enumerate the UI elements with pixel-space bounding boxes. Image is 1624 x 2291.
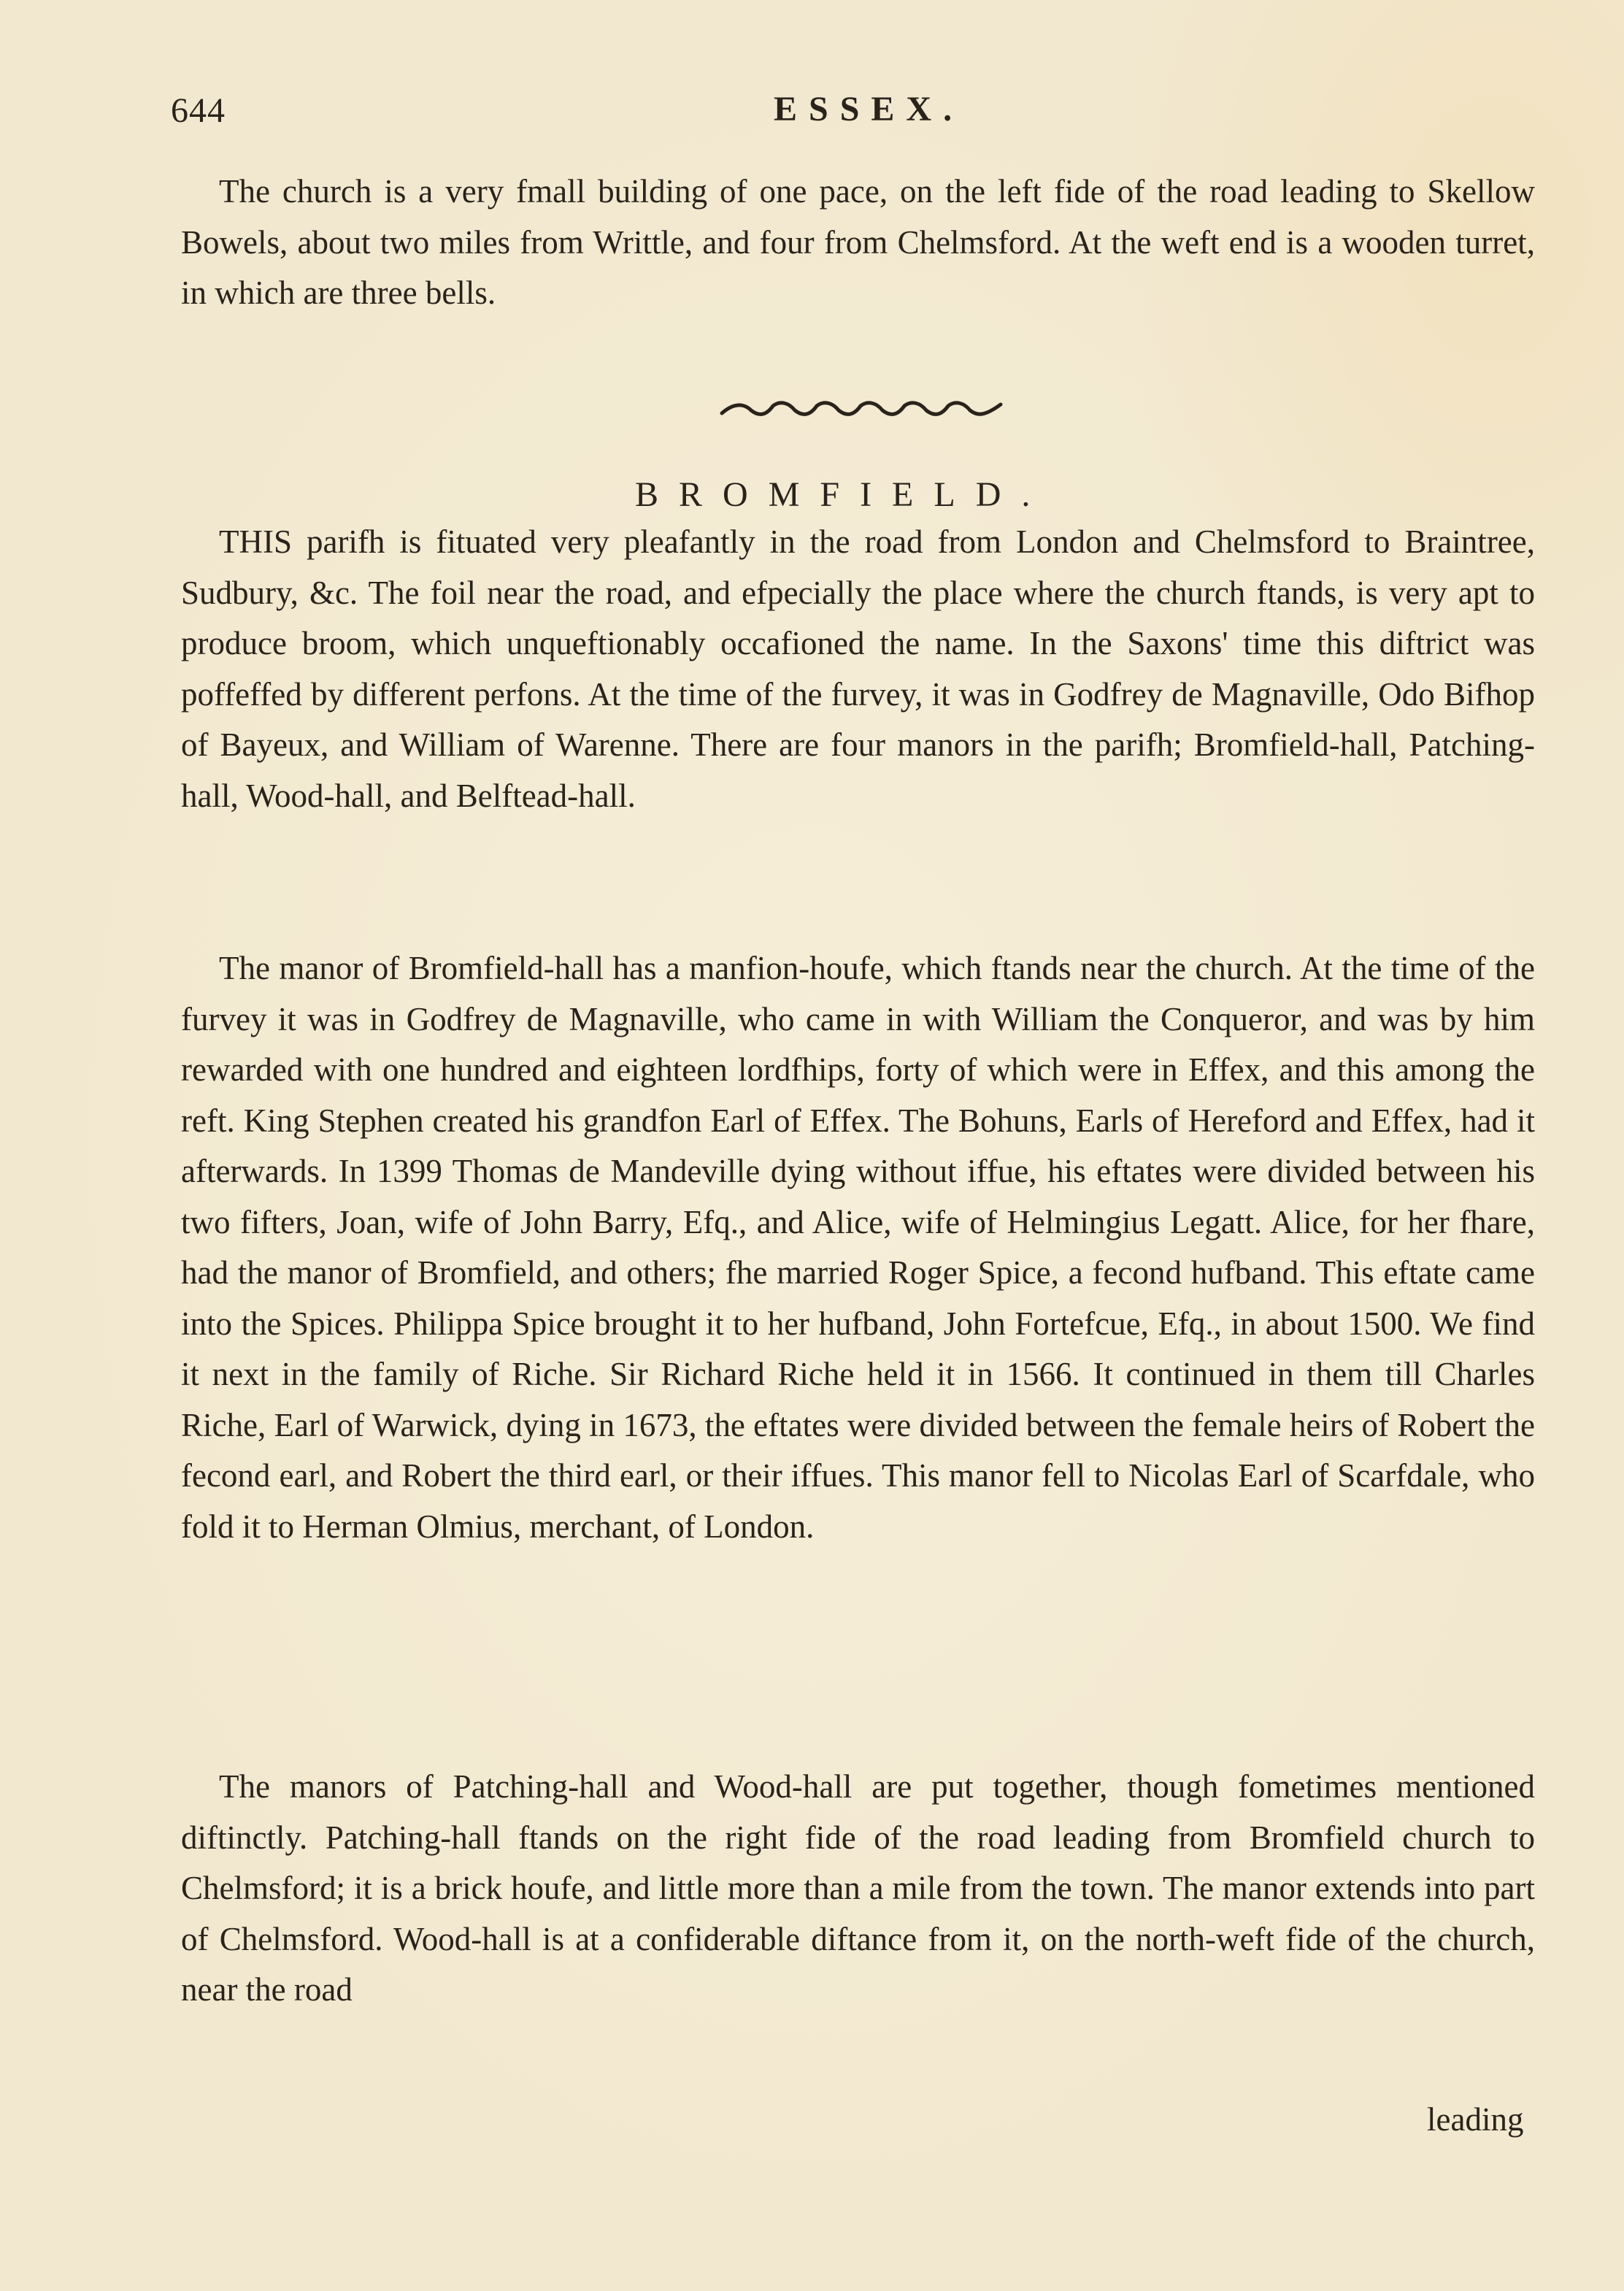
section-title: BROMFIELD. (635, 475, 1051, 514)
page-number: 644 (171, 91, 226, 130)
paragraph-bromfield-hall: The manor of Bromfield-hall has a manfion-houfe, which ftands near the church. At the time of the furvey it was in Godfrey de Magnaville, who came in with William the Conqueror, and was by him rewarded with one hundred and eighteen lordfhips, forty of which were in Effex, and this among the reft. King Stephen created his grandfon Earl of Effex. The Bohuns, Earls of Hereford and Effex, had it afterwards. In 1399 Thomas de Mandeville dying without iffue, his eftates were divided between his two fifters, Joan, wife of John Barry, Efq., and Alice, wife of Helmingius Legatt. Alice, for her fhare, had the manor of Bromfield, and others; fhe married Roger Spice, a fecond hufband. This eftate came into the Spices. Philippa Spice brought it to her hufband, John Fortefcue, Efq., in about 1500. We find it next in the family of Riche. Sir Richard Riche held it in 1566. It continued in them till Charles Riche, Earl of Warwick, dying in 1673, the eftates were divided between the female heirs of Robert the fecond earl, and Robert the third earl, or their iffues. This manor fell to Nicolas Earl of Scarfdale, who fold it to Herman Olmius, merchant, of London. (181, 950, 1535, 1545)
intro-paragraph: The church is a very fmall building of one pace, on the left fide of the road leading to Skellow Bowels, about two miles from Writtle, and four from Chelmsford. At the weft end is a wooden turret, in which are three bells. (181, 173, 1535, 311)
paragraph-patching-wood-hall: The manors of Patching-hall and Wood-hall are put together, though fometimes mentioned diftinctly. Patching-hall ftands on the right fide of the road leading from Bromfield church to Chelmsford; it is a brick houfe, and little more than a mile from the town. The manor extends into part of Chelmsford. Wood-hall is at a confiderable diftance from it, on the north-weft fide of the church, near the road (181, 1768, 1535, 2008)
catchword: leading (1427, 2101, 1524, 2138)
paragraph-parish-description: THIS parifh is fituated very pleafantly in the road from London and Chelmsford to Braintree, Sudbury, &c. The foil near the road, and efpecially the place where the church ftands, is very apt to produce broom, which unqueftionably occafioned the name. In the Saxons' time this diftrict was poffeffed by different perfons. At the time of the furvey, it was in Godfrey de Magnaville, Odo Bifhop of Bayeux, and William of Warenne. There are four manors in the parifh; Bromfield-hall, Patching-hall, Wood-hall, and Belftead-hall. (181, 523, 1535, 814)
decorative-rule-ornament (719, 400, 1004, 418)
running-title: ESSEX. (774, 90, 964, 128)
